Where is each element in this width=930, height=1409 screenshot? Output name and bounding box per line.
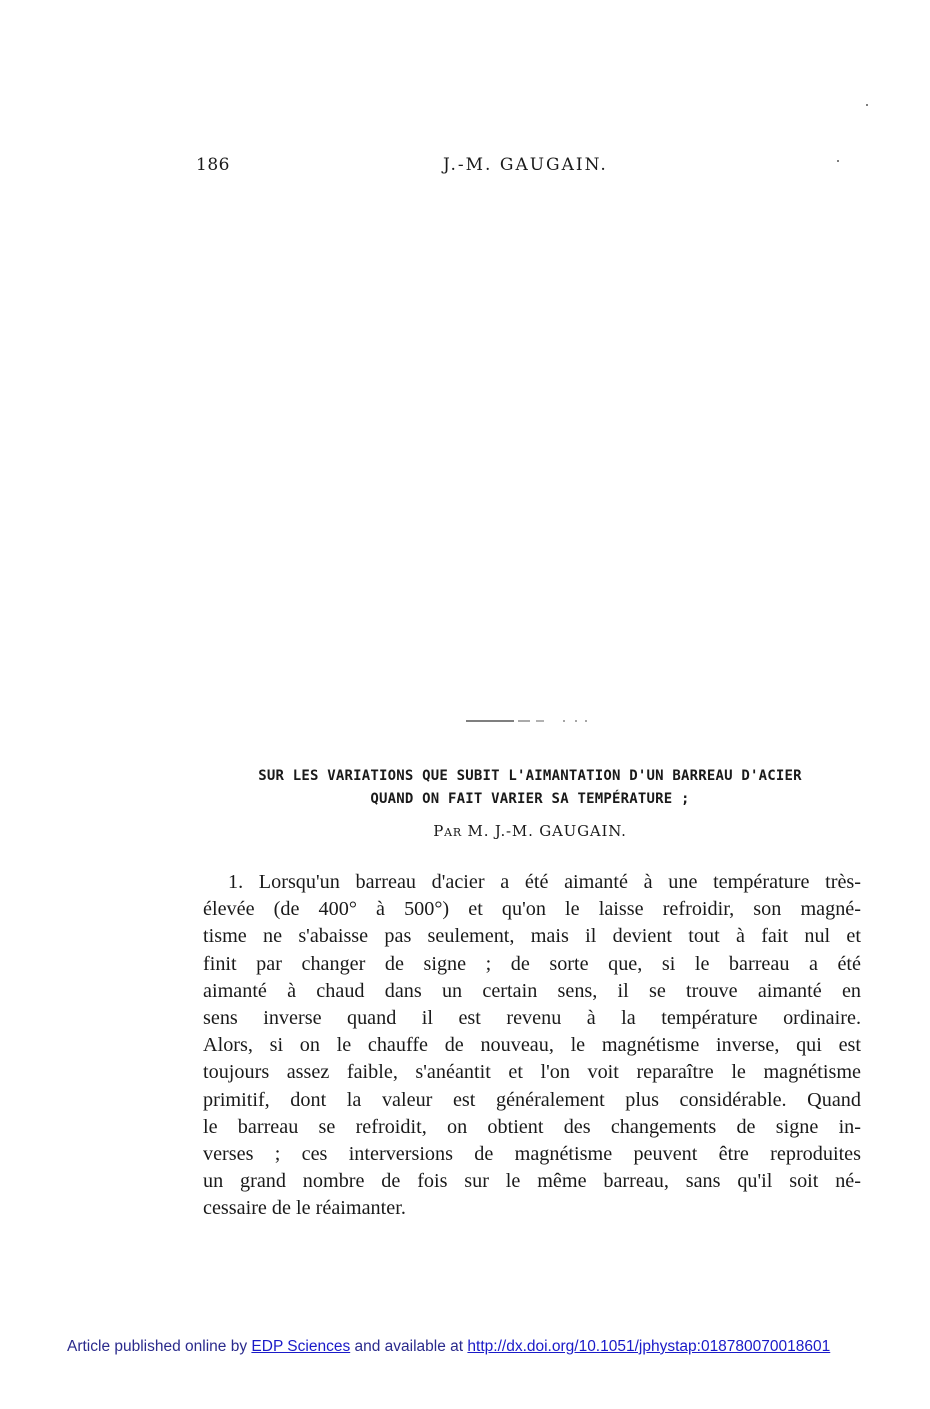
paragraph-line: sens inverse quand il est revenu à la température ordinaire.: [203, 1006, 861, 1029]
paragraph-line: le barreau se refroidit, on obtient des changements de signe in-: [203, 1115, 861, 1138]
title-line: QUAND ON FAIT VARIER SA TEMPÉRATURE ;: [370, 791, 690, 807]
byline-prefix: Par: [433, 822, 462, 840]
paragraph-line: verses ; ces interversions de magnétisme peuvent être reproduites: [203, 1142, 861, 1165]
paragraph-line: cessaire de le réaimanter.: [203, 1197, 406, 1220]
doi-link[interactable]: http://dx.doi.org/10.1051/jphystap:018780070018601: [467, 1338, 831, 1355]
paragraph-line: tisme ne s'abaisse pas seulement, mais il devient tout à fait nul et: [203, 925, 861, 948]
byline-author: M. J.-M. GAUGAIN.: [467, 822, 627, 840]
scan-speck: [866, 104, 868, 106]
paragraph-line: toujours assez faible, s'anéantit et l'on voit reparaître le magnétisme: [203, 1061, 861, 1084]
paragraph-line: élevée (de 400° à 500°) et qu'on le laisse refroidir, son magné-: [203, 898, 861, 921]
paragraph-line: Alors, si on le chauffe de nouveau, le magnétisme inverse, qui est: [203, 1034, 861, 1057]
publisher-link[interactable]: EDP Sciences: [251, 1338, 351, 1355]
paragraph-line: un grand nombre de fois sur le même barreau, sans qu'il soit né-: [203, 1170, 861, 1193]
paragraph-line: aimanté à chaud dans un certain sens, il se trouve aimanté en: [203, 979, 861, 1002]
footer-prefix: Article published online by: [67, 1338, 248, 1355]
separator-rule: [466, 718, 588, 724]
page-number: 186: [196, 155, 230, 175]
title-line: SUR LES VARIATIONS QUE SUBIT L'AIMANTATION D'UN BARREAU D'ACIER: [258, 768, 802, 784]
running-head: J.-M. GAUGAIN.: [443, 155, 608, 175]
paragraph-line: 1. Lorsqu'un barreau d'acier a été aimanté à une température très-: [228, 871, 861, 893]
body-paragraph: [203, 869, 861, 1222]
scan-speck: [837, 160, 839, 162]
publication-footer: [67, 1338, 830, 1356]
article-title: [200, 765, 860, 811]
paragraph-line: primitif, dont la valeur est généralement plus considérable. Quand: [203, 1088, 861, 1111]
byline: [200, 822, 860, 840]
footer-middle: and available at: [354, 1338, 464, 1355]
paragraph-line: finit par changer de signe ; de sorte que, si le barreau a été: [203, 952, 861, 975]
